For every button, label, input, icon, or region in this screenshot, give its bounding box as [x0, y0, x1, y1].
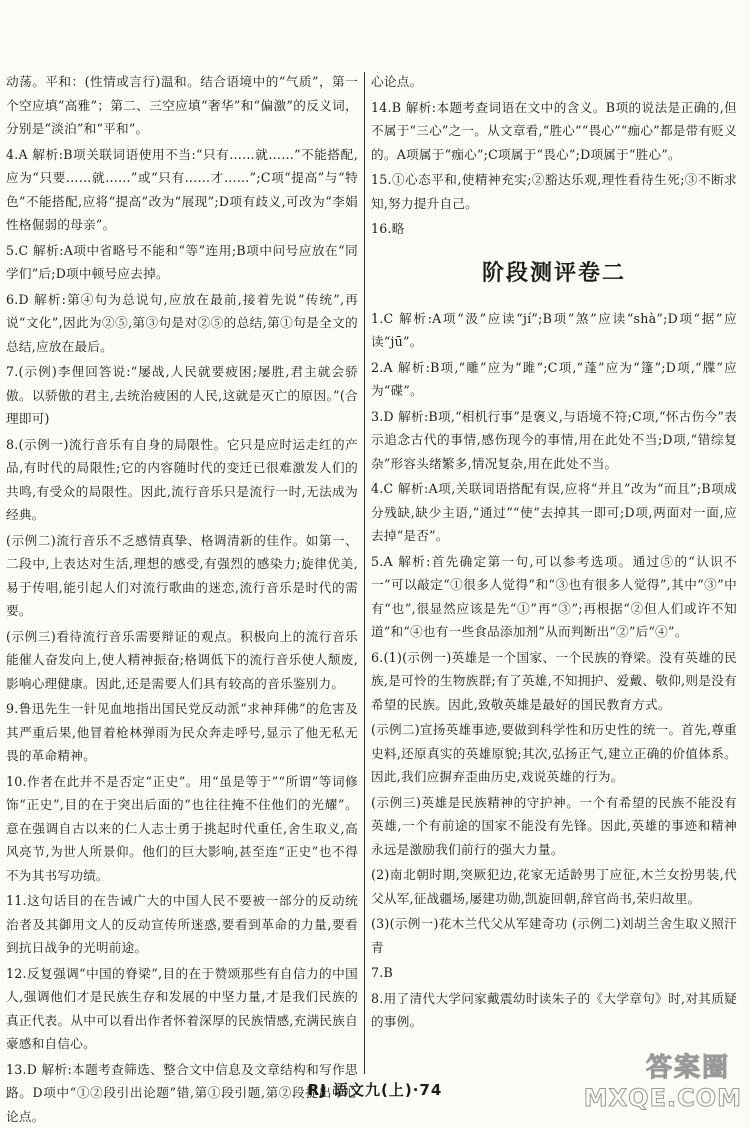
- answer-s2-4: 4.C 解析:A项,关联词语搭配有误,应将“并且”改为“而且”;B项成分残缺,缺少主语,“通过”“使”去掉其一即可;D项,两面对一面,应去掉“是否”。: [371, 477, 737, 548]
- answer-15: 15.①心态平和,使精神充实;②豁达乐观,理性看待生死;③不断求知,努力提升自己。: [371, 168, 737, 215]
- answer-s2-2: 2.A 解析:B项,“雕”应为“雎”;C项,“蓬”应为“篷”;D项,“牒”应为“碟”。: [371, 356, 737, 403]
- answer-s2-5: 5.A 解析:首先确定第一句,可以参考选项。通过⑤的“认识不一”可以敲定“①很多人觉得”和“③也有很多人觉得”,其中“③”中有“也”,很显然应该是先“①”再“③”;再根据“②但人们或许不知道”和“④也有一些食品添加剂”从而判断出“②”后“④”。: [371, 550, 737, 644]
- section-title: 阶段测评卷二: [371, 259, 737, 289]
- answer-s2-6-part-3: (3)(示例一)花木兰代父从军建奇功 (示例二)刘胡兰舍生取义照汗青: [371, 912, 737, 959]
- answer-s2-6-example-2: (示例二)宣扬英雄事迹,要做到科学性和历史性的统一。首先,尊重史料,还原真实的英雄原貌;其次,弘扬正气,建立正确的价值体系。因此,我们应摒弃歪曲历史,戏说英雄的行为。: [371, 718, 737, 789]
- answer-8-example-3: (示例三)看待流行音乐需要辩证的观点。积极向上的流行音乐能催人奋发向上,使人精神振奋;格调低下的流行音乐使人颓废,影响心理健康。因此,还是需要人们具有较高的音乐鉴别力。: [6, 625, 358, 696]
- answer-16: 16.略: [371, 217, 737, 241]
- right-column: [371, 70, 737, 1034]
- answer-paragraph: 动荡。平和：(性情或言行)温和。结合语境中的“气质”，第一个空应填“高雅”；第二、三空应填“奢华”和“偏激”的反义词，分别是“淡泊”和“平和”。: [6, 70, 358, 141]
- watermark-logo: 答案圈: [646, 1047, 730, 1084]
- answer-7: 7.(示例)李俚回答说:“屡战,人民就要疲困;屡胜,君主就会骄傲。以骄傲的君主,去统治疲困的人民,这就是灭亡的原因。”(合理即可): [6, 360, 358, 431]
- watermark-url: MXQE.COM: [584, 1084, 742, 1112]
- answer-s2-3: 3.D 解析:B项,“相机行事”是褒义,与语境不符;C项,“怀古伤今”表示追念古代的事情,感伤现今的事情,用在此处不当;D项,“错综复杂”形容头绪繁多,情况复杂,用在此处不当。: [371, 405, 737, 476]
- answer-s2-8: 8.用了清代大学问家戴震幼时读朱子的《大学章句》时,对其质疑的事例。: [371, 987, 737, 1034]
- left-column: [6, 70, 358, 1128]
- answer-s2-1: 1.C 解析:A项“汲”应读“jí”;B项“煞”应读“shà”;D项“据”应读“jū”。: [371, 307, 737, 354]
- answer-s2-6-part-2: (2)南北朝时期,突厥犯边,花家无适龄男丁应征,木兰女扮男装,代父从军,征战疆场,屡建功勋,凯旋回朝,辞官尚书,荣归故里。: [371, 863, 737, 910]
- answer-s2-6-example-1: 6.(1)(示例一)英雄是一个国家、一个民族的脊梁。没有英雄的民族,是可怜的生物族群;有了英雄,不知拥护、爱戴、敬仰,则是没有希望的民族。因此,致敬英雄是最好的国民教育方式。: [371, 646, 737, 717]
- answer-s2-7: 7.B: [371, 961, 737, 985]
- answer-6: 6.D 解析:第④句为总说句,应放在最前,接着先说“传统”,再说“文化”,因此为②⑤,第③句是对②⑤的总结,第①句是全文的总结,应放在最后。: [6, 288, 358, 359]
- answer-9: 9.鲁迅先生一针见血地指出国民党反动派“求神拜佛”的危害及其严重后果,他冒着枪林弹雨为民众奔走呼号,显示了他无私无畏的革命精神。: [6, 697, 358, 768]
- answer-10: 10.作者在此并不是否定“正史”。用“虽是等于”“所谓”等词修饰“正史”,目的在于突出后面的“也往往掩不住他们的光耀”。意在强调自古以来的仁人志士勇于挑起时代重任,舍生取义,高风亮节,为世人所景仰。他们的巨大影响,甚至连“正史”也不得不为其书写功绩。: [6, 770, 358, 888]
- answer-5: 5.C 解析:A项中省略号不能和“等”连用;B项中问号应放在“同学们”后;D项中顿号应去掉。: [6, 239, 358, 286]
- answer-13: 13.D 解析:本题考查筛选、整合文中信息及文章结构和写作思路。D项中“①②段引出论题”错,第①段引题,第②段提出中心论点。: [6, 1058, 358, 1128]
- answer-13-continued: 心论点。: [371, 70, 737, 94]
- answer-12: 12.反复强调“中国的脊梁”,目的在于赞颂那些有自信力的中国人,强调他们才是民族生存和发展的中坚力量,才是我们民族的真正代表。从中可以看出作者怀着深厚的民族情感,充满民族自豪感和自信心。: [6, 962, 358, 1056]
- column-divider: [364, 72, 365, 1074]
- answer-4: 4.A 解析:B项关联词语使用不当:“只有……就……”不能搭配,应为“只要……就……”或“只有……才……”;C项“提高”与“特色”不能搭配,应将“提高”改为“展现”;D项有歧义,可改为“李娟性格倔弱的母亲”。: [6, 143, 358, 237]
- answer-8-example-2: (示例二)流行音乐不乏感情真挚、格调清新的佳作。如第一、二段中,上表达对生活,理想的感受,有强烈的感染力;旋律优美,易于传唱,能引起人们对流行歌曲的迷恋,流行音乐是时代的需要。: [6, 529, 358, 623]
- answer-s2-6-example-3: (示例三)英雄是民族精神的守护神。一个有希望的民族不能没有英雄,一个有前途的国家不能没有先锋。因此,英雄的事迹和精神永远是激励我们前行的强大力量。: [371, 791, 737, 862]
- answer-14: 14.B 解析:本题考查词语在文中的含义。B项的说法是正确的,但不属于“三心”之一。从文章看,“胜心”“畏心”“痂心”都是带有贬义的。A项属于“痂心”;C项属于“畏心”;D项属于“胜心”。: [371, 96, 737, 167]
- answer-8-example-1: 8.(示例一)流行音乐有自身的局限性。它只是应时运走红的产品,有时代的局限性;它的内容随时代的变迁已很难激发人们的共鸣,有受众的局限性。因此,流行音乐只是流行一时,无法成为经典。: [6, 433, 358, 527]
- answer-11: 11.这句话目的在告诫广大的中国人民不要被一部分的反动统治者及其御用文人的反动宣传所迷惑,要看到革命的力量,要看到抗日战争的光明前途。: [6, 889, 358, 960]
- page-footer: RJ 语文九(上)·74: [0, 1079, 750, 1100]
